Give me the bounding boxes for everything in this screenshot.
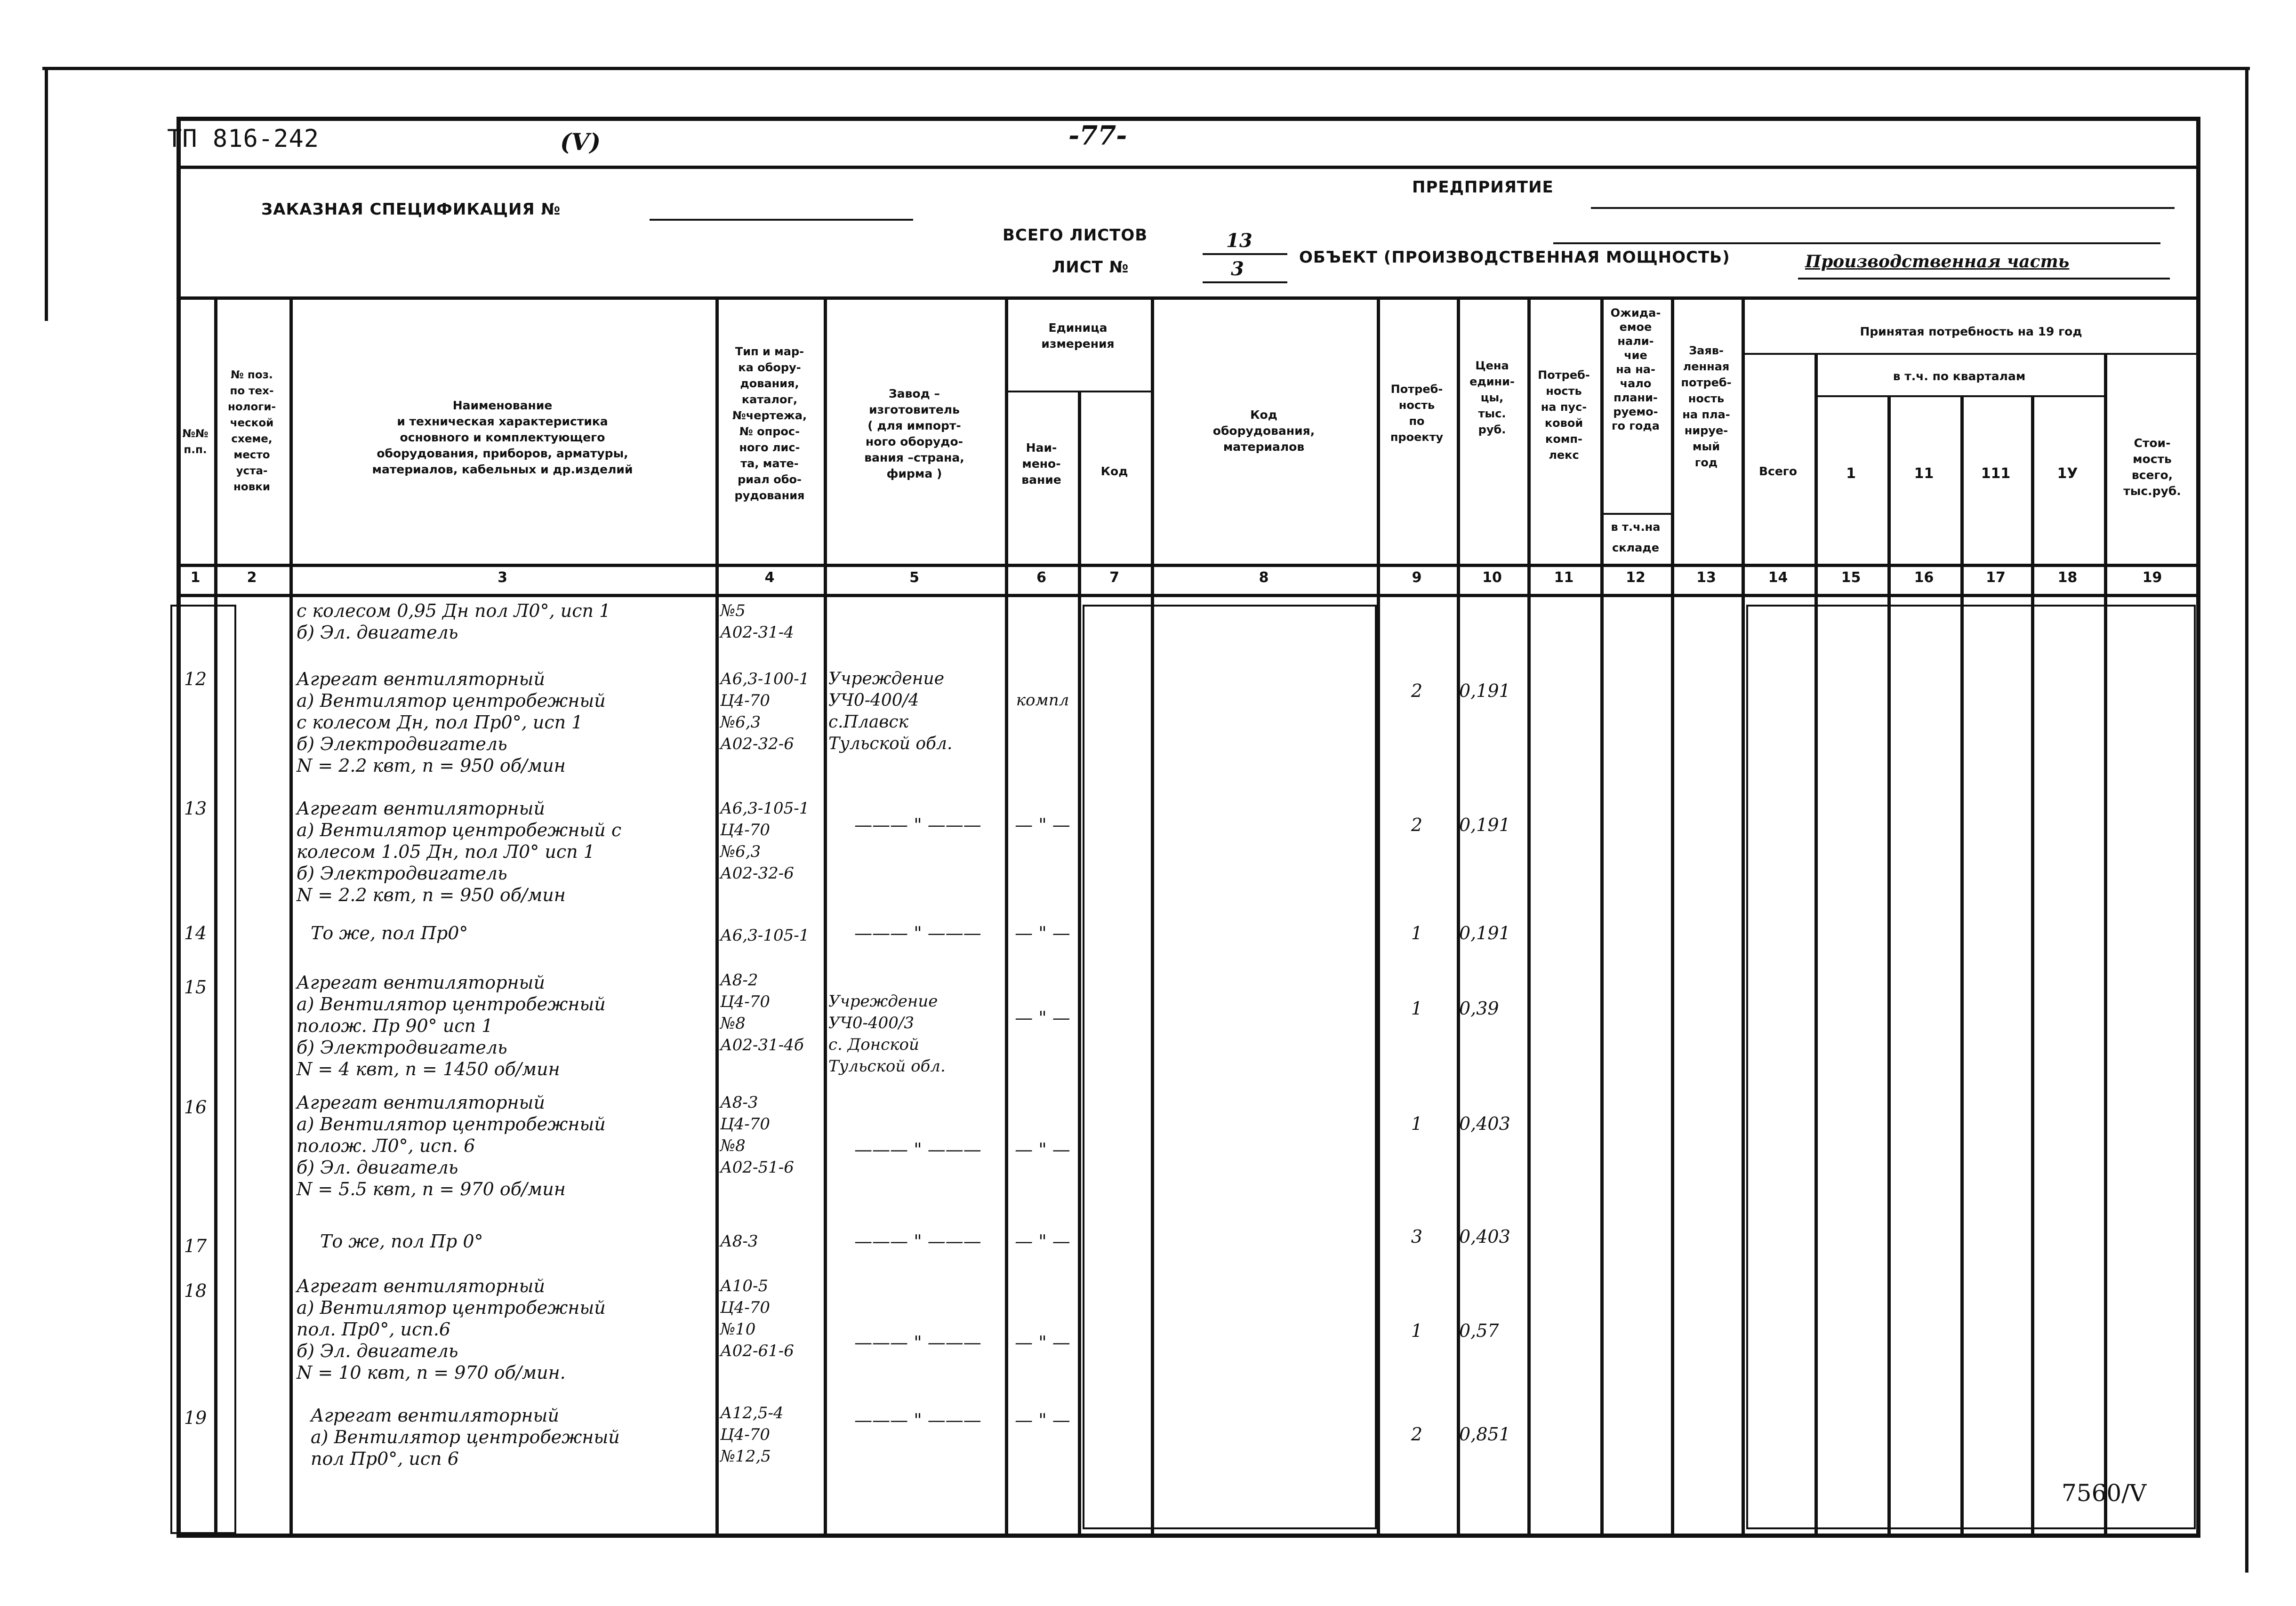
item-type: А6,3-105-1 Ц4-70 №6,3 А02-32-6 xyxy=(720,799,810,883)
item-price: 0,57 xyxy=(1459,1320,1499,1341)
col-number-16: 16 xyxy=(1914,569,1934,586)
col-number-17: 17 xyxy=(1986,569,2006,586)
col-line-6 xyxy=(1078,391,1081,1534)
header-quarter-group: в т.ч. по кварталам xyxy=(1893,369,2026,383)
item-qty: 1 xyxy=(1411,923,1423,943)
item-maker: ——— " ——— xyxy=(854,1410,981,1430)
header-col-3: Наименование и техническая характеристика основного и комплектующего оборудования, приборов, арматуры, материалов, кабельных и др.изделий xyxy=(372,399,633,476)
col-number-18: 18 xyxy=(2057,569,2078,586)
row-number: 14 xyxy=(184,923,207,943)
item-type: А8-2 Ц4-70 №8 А02-31-4б xyxy=(720,971,804,1055)
item-unit: — " — xyxy=(1015,1007,1070,1028)
item-maker: ——— " ——— xyxy=(854,1332,981,1353)
item-qty: 3 xyxy=(1411,1226,1423,1247)
col-line-11 xyxy=(1600,296,1604,1534)
header-col-10: Цена едини- цы, тыс. руб. xyxy=(1469,359,1515,436)
album-number: (V) xyxy=(560,128,601,156)
col-line-8 xyxy=(1377,296,1380,1534)
col8-inner-box xyxy=(1083,605,1377,1529)
item-type: А6,3-100-1 Ц4-70 №6,3 А02-32-6 xyxy=(720,670,810,753)
item-price: 0,403 xyxy=(1459,1113,1510,1134)
enterprise-line xyxy=(1591,207,2175,209)
col-line-13 xyxy=(1742,296,1745,1534)
item-unit: — " — xyxy=(1015,1332,1070,1353)
item-name: То же, пол Пр 0° xyxy=(320,1231,483,1252)
col-number-9: 9 xyxy=(1412,569,1422,586)
header-col-12-stock: в т.ч.на складе xyxy=(1611,520,1661,554)
col-number-8: 8 xyxy=(1259,569,1269,586)
item-maker: ——— " ——— xyxy=(854,1139,981,1160)
item-unit: компл xyxy=(1016,691,1069,710)
col-number-7: 7 xyxy=(1109,569,1119,586)
col-number-14: 14 xyxy=(1768,569,1788,586)
title-row-divider xyxy=(177,166,2200,169)
item-maker: ——— " ——— xyxy=(854,815,981,835)
item-price: 0,191 xyxy=(1459,815,1510,835)
item-price: 0,191 xyxy=(1459,680,1510,701)
col-number-10: 10 xyxy=(1482,569,1502,586)
item-name: с колесом 0,95 Дн пол Л0°, исп 1 б) Эл. двигатель xyxy=(297,600,611,643)
document-code: ТП 816-242 xyxy=(167,125,320,153)
item-price: 0,403 xyxy=(1459,1226,1510,1247)
item-maker: Учреждение УЧ0-400/4 с.Плавск Тульской обл. xyxy=(828,669,953,753)
quarter-group-line xyxy=(1814,395,2104,397)
item-maker: Учреждение УЧ0-400/3 с. Донской Тульской обл. xyxy=(828,992,946,1076)
header-col-6: Наи- мено- вание xyxy=(1021,441,1061,487)
spec-number-line xyxy=(650,219,913,221)
col-number-2: 2 xyxy=(247,569,257,586)
object-line xyxy=(1798,278,2170,280)
item-qty: 2 xyxy=(1411,1424,1423,1445)
row-number: 15 xyxy=(184,977,207,998)
item-name: Агрегат вентиляторный а) Вентилятор центробежный полож. Л0°, исп. 6 б) Эл. двигатель N = 5.5 квт, n = 970 об/мин xyxy=(297,1092,606,1199)
enterprise-label: ПРЕДПРИЯТИЕ xyxy=(1412,178,1554,197)
outer-top-line xyxy=(42,67,2250,70)
col-number-3: 3 xyxy=(498,569,507,586)
header-col-2: № поз. по тех- нологи- ческой схеме, место уста- новки xyxy=(227,369,276,493)
col-line-12 xyxy=(1671,296,1674,1534)
item-unit: — " — xyxy=(1015,923,1070,943)
row-number: 18 xyxy=(184,1280,207,1301)
col-number-12: 12 xyxy=(1626,569,1646,586)
year-group-line xyxy=(1742,353,2200,355)
col-number-11: 11 xyxy=(1554,569,1574,586)
item-unit: — " — xyxy=(1015,1231,1070,1252)
object-label: ОБЪЕКТ (ПРОИЗВОДСТВЕННАЯ МОЩНОСТЬ) xyxy=(1299,248,1730,267)
row-number: 16 xyxy=(184,1097,207,1118)
header-col-17: 111 xyxy=(1981,465,2011,482)
item-unit: — " — xyxy=(1015,1410,1070,1430)
header-col-15: 1 xyxy=(1846,465,1856,482)
item-name: Агрегат вентиляторный а) Вентилятор центробежный с колесом 1.05 Дн, пол Л0° исп 1 б) Электродвигатель N = 2.2 квт, n = 950 об/мин xyxy=(297,798,622,905)
item-type: А8-3 xyxy=(720,1232,758,1251)
header-col-18: 1У xyxy=(2057,465,2078,482)
col1-inner-box xyxy=(170,605,236,1534)
sheet-label: ЛИСТ № xyxy=(1052,258,1129,277)
item-maker: ——— " ——— xyxy=(854,1231,981,1252)
item-qty: 1 xyxy=(1411,1320,1423,1341)
item-price: 0,39 xyxy=(1459,998,1499,1019)
item-type: А8-3 Ц4-70 №8 А02-51-6 xyxy=(720,1093,794,1177)
header-col-7: Код xyxy=(1100,464,1128,478)
enterprise-line-2 xyxy=(1553,242,2160,244)
unit-group-line xyxy=(1005,391,1151,392)
header-col-16: 11 xyxy=(1914,465,1934,482)
item-name: Агрегат вентиляторный а) Вентилятор центробежный пол Пр0°, исп 6 xyxy=(311,1405,620,1469)
item-unit: — " — xyxy=(1015,1139,1070,1160)
item-name: Агрегат вентиляторный а) Вентилятор центробежный с колесом Дн, пол Пр0°, исп 1 б) Электродвигатель N = 2.2 квт, n = 950 об/мин xyxy=(297,669,606,776)
header-year-group: Принятая потребность на 19 год xyxy=(1860,325,2082,338)
item-qty: 2 xyxy=(1411,680,1423,701)
stock-sub-line xyxy=(1600,513,1671,515)
sheets-total-label: ВСЕГО ЛИСТОВ xyxy=(1003,226,1148,245)
object-value: Производственная часть xyxy=(1805,252,2070,272)
item-price: 0,851 xyxy=(1459,1424,1510,1445)
header-col-9: Потреб- ность по проекту xyxy=(1390,383,1444,444)
header-col-13: Заяв- ленная потреб- ность на пла- нируе- мый год xyxy=(1681,344,1732,469)
col-number-19: 19 xyxy=(2142,569,2162,586)
header-block-divider xyxy=(177,296,2200,300)
row-number: 12 xyxy=(184,669,207,689)
item-qty: 1 xyxy=(1411,1113,1423,1134)
sheets-total-value: 13 xyxy=(1226,230,1252,252)
header-col-14: Всего xyxy=(1758,464,1798,478)
col-number-6: 6 xyxy=(1036,569,1046,586)
header-col-8: Код оборудования, материалов xyxy=(1212,408,1315,454)
item-type: №5 А02-31-4 xyxy=(720,601,794,642)
header-col-19: Стои- мость всего, тыс.руб. xyxy=(2123,436,2181,498)
row-number: 13 xyxy=(184,798,207,819)
item-qty: 2 xyxy=(1411,815,1423,835)
row-number: 19 xyxy=(184,1407,207,1428)
col-numbers-bottom-line xyxy=(177,594,2200,597)
spec-label: ЗАКАЗНАЯ СПЕЦИФИКАЦИЯ № xyxy=(261,200,561,219)
item-price: 0,191 xyxy=(1459,923,1510,943)
item-unit: — " — xyxy=(1015,815,1070,835)
col-number-13: 13 xyxy=(1696,569,1716,586)
item-type: А12,5-4 Ц4-70 №12,5 xyxy=(720,1404,784,1466)
page-number: -77- xyxy=(1068,120,1127,151)
item-qty: 1 xyxy=(1411,998,1423,1019)
item-type: А10-5 Ц4-70 №10 А02-61-6 xyxy=(720,1277,794,1360)
outer-right-line xyxy=(2245,67,2248,1573)
header-col-5: Завод – изготовитель ( для импорт- ного оборудо- вания –страна, фирма ) xyxy=(864,387,964,480)
header-col-12: Ожида- емое нали- чие на на- чало плани- руемо- го года xyxy=(1610,306,1661,432)
header-col-1: №№ п.п. xyxy=(182,428,209,456)
row-number: 17 xyxy=(184,1236,207,1256)
header-col-11: Потреб- ность на пус- ковой комп- лекс xyxy=(1538,368,1590,462)
col-number-15: 15 xyxy=(1841,569,1861,586)
col-numbers-top-line xyxy=(177,564,2200,567)
col-number-1: 1 xyxy=(190,569,201,586)
sheets-total-line xyxy=(1203,253,1287,255)
col-line-10 xyxy=(1527,296,1531,1534)
col-line-9 xyxy=(1457,296,1460,1534)
col-number-5: 5 xyxy=(909,569,919,586)
item-name: То же, пол Пр0° xyxy=(311,923,468,943)
sheet-value: 3 xyxy=(1231,258,1244,280)
item-maker: ——— " ——— xyxy=(854,923,981,943)
item-name: Агрегат вентиляторный а) Вентилятор центробежный пол. Пр0°, исп.6 б) Эл. двигатель N = 10 квт, n = 970 об/мин. xyxy=(297,1276,606,1383)
col-line-2 xyxy=(289,296,293,1534)
item-name: Агрегат вентиляторный а) Вентилятор центробежный полож. Пр 90° исп 1 б) Электродвигатель N = 4 квт, n = 1450 об/мин xyxy=(297,972,606,1079)
header-unit-group: Единица измерения xyxy=(1041,321,1115,351)
sheet-line xyxy=(1203,281,1287,283)
quarters-inner-box xyxy=(1746,605,2196,1529)
item-type: А6,3-105-1 xyxy=(720,926,810,945)
col-number-4: 4 xyxy=(764,569,775,586)
outer-left-line xyxy=(45,67,48,321)
footer-code: 7560/V xyxy=(2062,1479,2147,1507)
header-col-4: Тип и мар- ка обору- дования, каталог, №чертежа, № опрос- ного лис- та, мате- риал обо- рудования xyxy=(732,345,807,502)
